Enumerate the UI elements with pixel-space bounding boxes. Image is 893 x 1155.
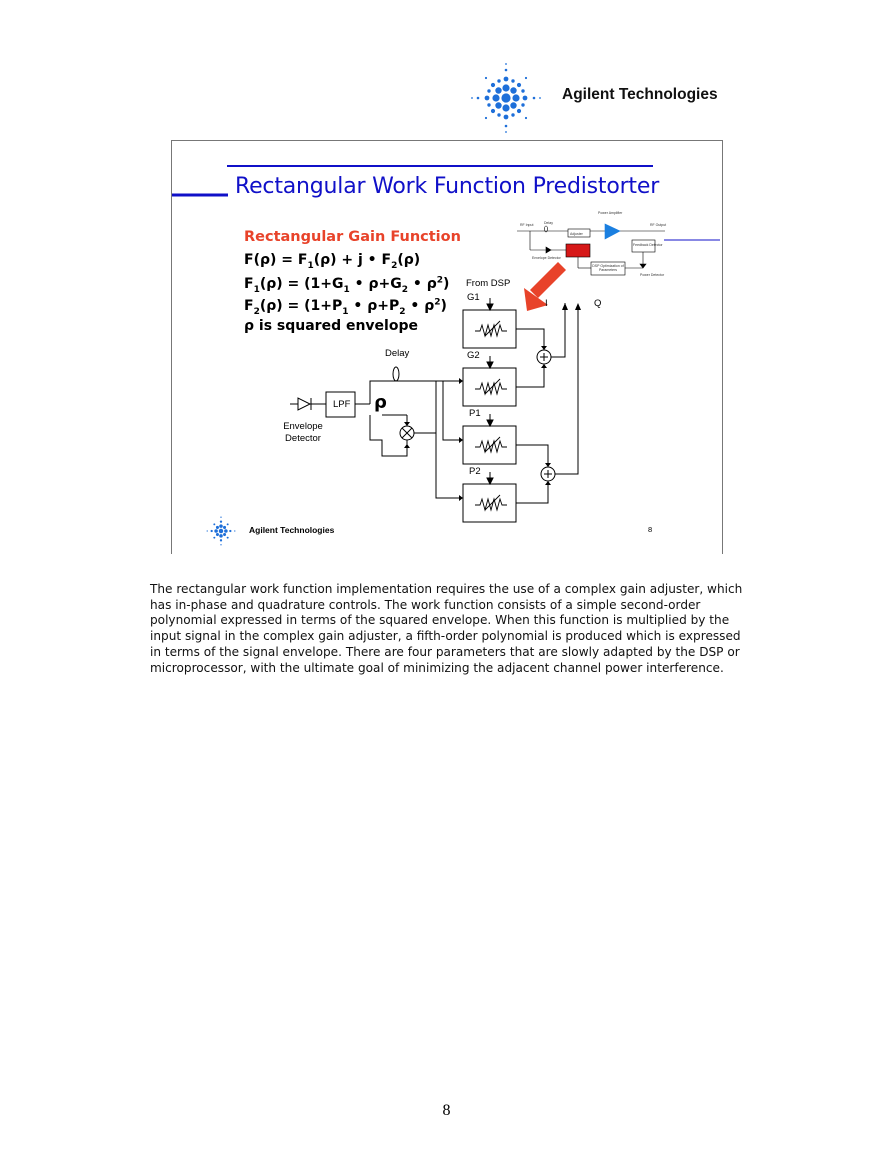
header-company-name: Agilent Technologies — [562, 86, 718, 103]
g2-label: G2 — [467, 350, 480, 361]
inset-power-detector-label: Power Detector — [640, 273, 665, 277]
equation-line-3: $F_2(\rho) = (1+P_1$ • $\rho+P_2$ • $\rho^2$) — [244, 297, 447, 317]
inset-power-amplifier-label: Power Amplifier — [598, 211, 623, 215]
lpf-label: LPF — [333, 399, 351, 410]
inset-rf-output-label: RF Output — [650, 223, 667, 227]
inset-envelope-detector-label: Envelope Detector — [532, 256, 561, 260]
g1-label: G1 — [467, 292, 480, 303]
delay-label: Delay — [385, 348, 410, 359]
inset-amplifier-icon — [605, 224, 620, 239]
envelope-detector-label: Envelope Detector — [283, 421, 323, 444]
equation-line-1: $F(\rho) = F_1(\rho) + j$ • $F_2(\rho)$ — [244, 252, 421, 271]
slide-title: Rectangular Work Function Predistorter — [235, 174, 660, 199]
p1-label: P1 — [469, 408, 481, 419]
i-output-label: I — [545, 298, 548, 309]
inset-feedback-detector-label: Feedback Detector — [633, 243, 663, 247]
equation-line-4: ρ is squared envelope — [244, 318, 418, 334]
p2-label: P2 — [469, 466, 481, 477]
slide-footer-page: 8 — [648, 525, 653, 534]
body-paragraph: The rectangular work function implementation requires the use of a complex gain adjuster, which has in-phase and quadrature controls. The work function consists of a simple second-order polynomial expressed in terms of the squared envelope. When this function is multiplied by the input signal in the complex gain adjuster, a fifth-order polynomial is produced which is expressed in terms of the signal envelope. There are four parameters that are slowly adapted by the DSP or microprocessor, with the ultimate goal of minimizing the adjacent channel power interference. — [150, 582, 743, 675]
diode-icon — [290, 398, 326, 410]
rho-label: ρ — [374, 392, 387, 413]
inset-rf-input-label: RF Input — [520, 223, 534, 227]
multiplier-icon — [400, 426, 414, 440]
inset-adjuster-label: Adjuster — [570, 232, 583, 236]
equation-heading: Rectangular Gain Function — [244, 229, 461, 245]
q-output-label: Q — [594, 298, 602, 309]
delay-icon — [393, 367, 399, 381]
inset-dsp-label: DSP Optimization of Parameters — [592, 264, 624, 272]
inset-delay-label: Delay — [544, 221, 553, 225]
from-dsp-label: From DSP — [466, 278, 511, 289]
equation-line-2: $F_1(\rho) = (1+G_1$ • $\rho+G_2$ • $\rho^2$) — [244, 275, 450, 295]
slide-footer-company: Agilent Technologies — [249, 525, 335, 535]
footer-agilent-logo-icon — [205, 515, 237, 547]
page-number: 8 — [442, 1102, 451, 1119]
